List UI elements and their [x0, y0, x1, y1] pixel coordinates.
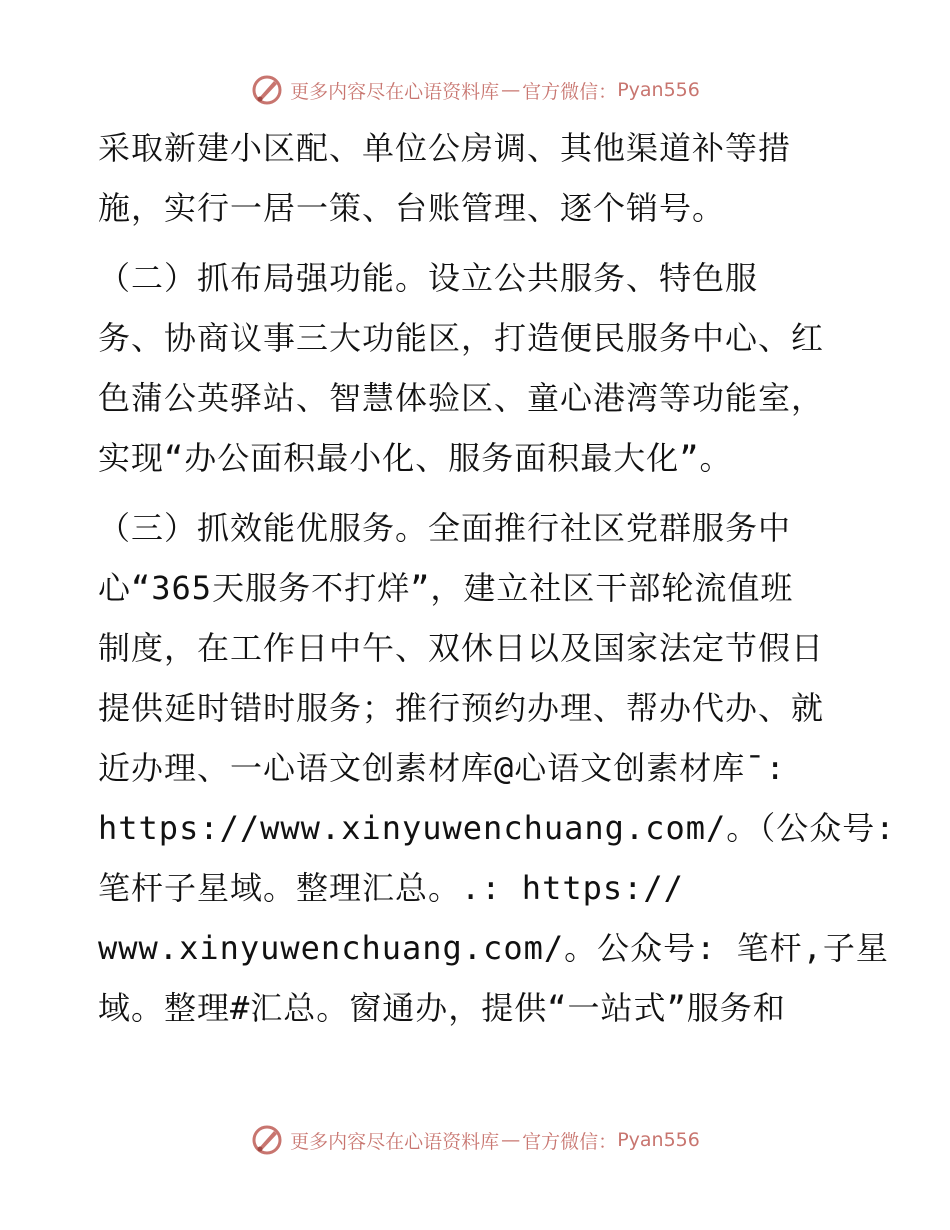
header-watermark: [0, 70, 950, 110]
watermark-separator: —: [501, 79, 521, 101]
text-line: （三）抓效能优服务。全面推行社区党群服务中: [98, 509, 792, 547]
text-line: （二）抓布局强功能。设立公共服务、特色服: [98, 259, 759, 297]
text-line: 笔杆子星域。整理汇总。.: https://: [98, 869, 684, 907]
text-line: 采取新建小区配、单位公房调、其他渠道补等措: [98, 129, 792, 167]
text-line: 近办理、一心语文创素材库@心语文创素材库¯:: [98, 749, 786, 787]
footer-watermark: [0, 1120, 950, 1160]
text-line: https://www.xinyuwenchuang.com/。（公众号:: [98, 809, 896, 847]
text-line: 务、协商议事三大功能区，打造便民服务中心、红: [98, 319, 825, 357]
brush-logo-icon: [250, 1123, 284, 1157]
paragraph-3: [98, 498, 896, 1038]
watermark-separator: —: [501, 1129, 521, 1151]
text-line: www.xinyuwenchuang.com/。公众号: 笔杆,子星: [98, 929, 889, 967]
text-line: 域。整理#汇总。窗通办，提供“一站式”服务和: [98, 989, 786, 1027]
text-line: 提供延时错时服务；推行预约办理、帮办代办、就: [98, 689, 825, 727]
watermark-prefix: 更多内容尽在心语资料库: [290, 80, 500, 103]
watermark-prefix: 更多内容尽在心语资料库: [290, 1130, 500, 1153]
text-line: 实现“办公面积最小化、服务面积最大化”。: [98, 439, 733, 477]
text-line: 色蒲公英驿站、智慧体验区、童心港湾等功能室，: [98, 379, 825, 417]
watermark-wechat-id: Pyan556: [617, 79, 700, 101]
document-body: [98, 118, 896, 1038]
watermark-wechat-label: 官方微信：: [522, 80, 618, 103]
paragraph-2: [98, 248, 868, 488]
text-line: 心“365天服务不打烊”，建立社区干部轮流值班: [98, 569, 794, 607]
brush-logo-icon: [250, 73, 284, 107]
watermark-wechat-label: 官方微信：: [522, 1130, 618, 1153]
text-line: 制度，在工作日中午、双休日以及国家法定节假日: [98, 629, 825, 667]
paragraph-1: [98, 118, 868, 238]
text-line: 施，实行一居一策、台账管理、逐个销号。: [98, 189, 726, 227]
watermark-wechat-id: Pyan556: [617, 1129, 700, 1151]
